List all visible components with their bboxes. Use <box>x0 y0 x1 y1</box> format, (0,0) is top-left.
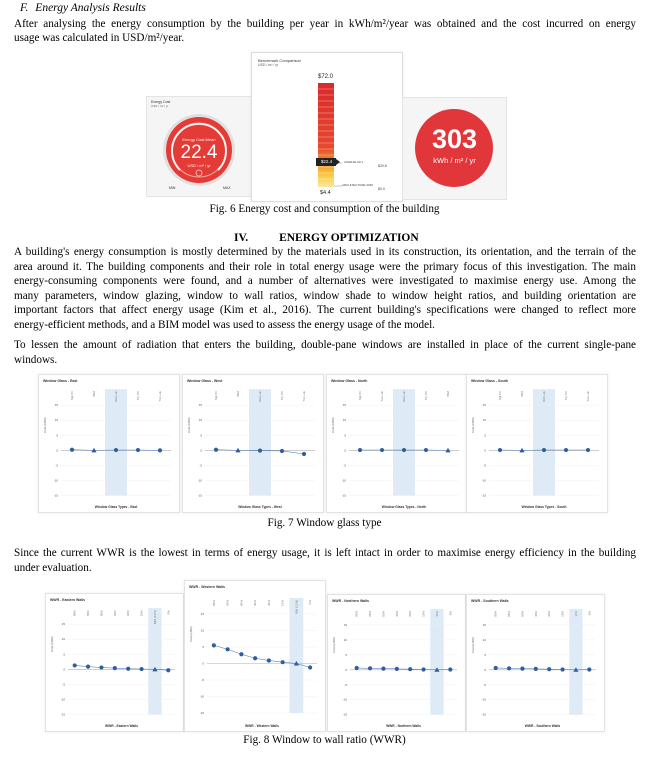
chart-ytick-label: -10 <box>481 478 486 483</box>
consumption-value: 303 <box>431 124 478 154</box>
chart-ytick-label: -5 <box>344 682 347 687</box>
chart-ytick-label: 15 <box>200 612 204 616</box>
chart-point <box>586 448 590 452</box>
section-f-letter: F. <box>20 2 29 14</box>
chart-category-label: 30% <box>408 610 413 617</box>
chart-ytick-label: -15 <box>197 493 202 498</box>
chart-category-label: 30% <box>547 610 552 617</box>
paragraph-line: Since the current WWR is the lowest in terms of energy usage, it is left intact in order to maximise energy efficiency in the building <box>14 547 636 559</box>
chart-point <box>166 668 170 672</box>
chart-point <box>267 658 271 662</box>
chart-category-label: Sgl Clr <box>214 391 218 401</box>
paragraph-line: windows. <box>14 353 58 366</box>
chart-ytick-label: 10 <box>482 637 486 642</box>
energy-cost-max-label: MAX <box>223 186 231 190</box>
chart-xlabel: Window Glass Types - East <box>94 505 138 509</box>
chart-category-label: Trp Clr <box>280 391 284 401</box>
chart-category-label: 15% <box>280 600 285 607</box>
chart-point <box>99 665 103 669</box>
section-f-para-line2: usage was calculated in USD/m²/year. <box>14 32 185 44</box>
chart-ytick-label: 15 <box>482 403 486 408</box>
chart-ytick-label: 10 <box>200 628 204 633</box>
chart-category-label: BIM <box>92 391 96 397</box>
chart-category-label: 40% <box>533 610 538 617</box>
chart-ytick-label: 0 <box>63 667 65 672</box>
chart-point <box>308 665 312 669</box>
chart-point <box>381 667 385 671</box>
chart-ytick-label: -15 <box>199 711 204 715</box>
chart-ylabel: Cost (USD) <box>331 417 335 433</box>
chart-ytick-label: 15 <box>54 403 58 408</box>
chart-category-label: 95% <box>354 610 359 617</box>
chart-category-label: 0% <box>448 610 453 616</box>
chart-highlight-band <box>290 598 304 713</box>
chart-ytick-label: 5 <box>56 433 58 438</box>
consumption-unit: kWh / m² / yr <box>433 156 476 165</box>
chart-title: WWR - Western Walls <box>189 585 225 589</box>
chart-ytick-label: 15 <box>198 403 202 408</box>
chart-point <box>424 448 428 452</box>
chart-ytick-label: 10 <box>482 418 486 423</box>
chart-ytick-label: -5 <box>55 463 58 468</box>
section-iv-heading <box>234 232 419 244</box>
chart-category-label: 11% <box>434 610 439 617</box>
chart-ytick-label: 10 <box>61 637 65 642</box>
chart-panel <box>184 580 326 732</box>
chart-point <box>448 667 452 671</box>
chart-point <box>253 656 257 660</box>
chart-ytick-label: 0 <box>344 448 346 453</box>
chart-category-label: Sgl Clr <box>358 391 362 401</box>
chart-point <box>542 448 546 452</box>
chart-ytick-label: -15 <box>341 493 346 498</box>
chart-title: Window Glass - West <box>187 379 223 383</box>
chart-ytick-label: -15 <box>60 712 65 717</box>
benchmark-title: Benchmark Comparison <box>258 58 301 63</box>
chart-ytick-label: 10 <box>54 418 58 423</box>
paragraph-line: area around it. The building components and their role in total energy usage were the primary focus of this investigation. The main <box>14 260 636 273</box>
chart-category-label: 65% <box>86 610 91 617</box>
chart-ytick-label: 5 <box>63 652 65 657</box>
chart-category-label: 15% <box>421 610 426 617</box>
chart-category-label: 95% <box>211 600 216 607</box>
chart-category-label: 65% <box>368 610 373 617</box>
chart-category-label: 15% <box>560 610 565 617</box>
chart-ytick-label: -10 <box>481 697 486 702</box>
chart-category-label: BIM (12%) <box>294 600 299 615</box>
benchmark-ashrae-value: $20.8 <box>378 164 387 168</box>
chart-current-point <box>235 448 240 453</box>
chart-point <box>214 448 218 452</box>
benchmark-top-value: $72.0 <box>318 74 334 80</box>
section-f-heading <box>20 2 146 14</box>
chart-xlabel: Window Glass Types - South <box>521 505 567 509</box>
chart-category-label: BIM <box>236 391 240 397</box>
chart-ytick-label: 0 <box>484 448 486 453</box>
chart-category-label: Dbl LoE <box>542 391 546 402</box>
section-f-title: Energy Analysis Results <box>35 2 146 14</box>
chart-category-label: BIM (13%) <box>152 610 157 625</box>
section-f-para-line1: After analysing the energy consumption by the building per year in kWh/m²/year was obtained and the cost incurred on energy <box>14 18 636 30</box>
chart-ytick-label: -5 <box>199 463 202 468</box>
chart-point <box>113 666 117 670</box>
chart-ytick-label: 10 <box>198 418 202 423</box>
energy-cost-unit: USD / m² / yr <box>187 163 211 168</box>
section-iv-number: IV. <box>234 232 249 244</box>
chart-ytick-label: 5 <box>202 645 204 649</box>
chart-ytick-label: 0 <box>56 448 58 453</box>
chart-point <box>139 667 143 671</box>
chart-category-label: 50% <box>381 610 386 617</box>
chart-point <box>494 666 498 670</box>
chart-panel <box>45 593 184 732</box>
chart-xlabel: WWR - Eastern Walls <box>104 724 139 728</box>
chart-point <box>126 667 130 671</box>
chart-svg <box>327 375 467 512</box>
chart-point <box>402 448 406 452</box>
chart-ylabel: Cost (USD) <box>332 637 336 653</box>
chart-category-label: 11% <box>573 610 578 617</box>
benchmark-ashrae-label: ASHRAE 90.1 <box>344 160 364 164</box>
chart-category-label: BIM <box>446 391 450 397</box>
chart-svg <box>39 375 179 512</box>
chart-category-label: 65% <box>225 600 230 607</box>
chart-category-label: 0% <box>166 610 171 615</box>
chart-category-label: Trp Clr <box>564 391 568 401</box>
benchmark-marker-value: $22.4 <box>320 159 333 164</box>
chart-category-label: Trp Clr <box>136 391 140 401</box>
chart-category-label: BIM <box>520 391 524 397</box>
chart-panel <box>326 374 468 513</box>
chart-category-label: 30% <box>266 600 271 607</box>
benchmark-bottom-value: $4.4 <box>320 190 331 196</box>
chart-point <box>507 666 511 670</box>
chart-category-label: 40% <box>112 610 117 617</box>
chart-point <box>226 647 230 651</box>
chart-title: Window Glass - North <box>331 379 368 383</box>
chart-category-label: 15% <box>139 610 144 617</box>
fig7-caption: Fig. 7 Window glass type <box>267 517 382 529</box>
benchmark-arch-value: $0.0 <box>378 187 385 191</box>
energy-cost-inner-label: Energy Cost Mean <box>182 137 216 142</box>
chart-ytick-label: 0 <box>202 661 204 666</box>
chart-point <box>421 667 425 671</box>
chart-point <box>281 660 285 664</box>
fig8-caption: Fig. 8 Window to wall ratio (WWR) <box>243 734 406 746</box>
chart-category-label: 0% <box>587 610 592 616</box>
chart-svg <box>467 595 604 731</box>
chart-ytick-label: -10 <box>199 694 204 699</box>
chart-category-label: 50% <box>239 600 244 607</box>
chart-point <box>136 448 140 452</box>
chart-point <box>355 666 359 670</box>
chart-title: WWR - Eastern Walls <box>50 598 86 602</box>
chart-ytick-label: -5 <box>62 682 65 687</box>
chart-ytick-label: -15 <box>342 712 347 717</box>
chart-category-label: Dbl LoE <box>258 391 262 402</box>
chart-point <box>560 667 564 671</box>
chart-ytick-label: 15 <box>343 622 347 627</box>
energy-cost-panel <box>146 96 252 197</box>
chart-xlabel: Window Glass Types - North <box>381 505 427 509</box>
chart-ytick-label: -5 <box>483 463 486 468</box>
paragraph-line: A building's energy consumption is mostly determined by the materials used in its construction, its orientation, and the terrain of the <box>14 246 636 258</box>
paragraph-line: important factors that affect energy usage (Kim et al., 2016). The current building's specifications were changed to reflect more <box>14 304 636 317</box>
paragraph-line: To lessen the amount of radiation that enters the building, double-pane windows are installed in place of the current single-pane <box>14 339 636 351</box>
chart-ytick-label: -10 <box>342 697 347 702</box>
chart-ytick-label: 5 <box>200 433 202 438</box>
paragraph-line: under evaluation. <box>14 561 92 574</box>
paragraph-line: many parameters, window glazing, window to wall ratios, window shade to window height ratios, and building orientation are <box>14 289 636 302</box>
chart-point <box>212 643 216 647</box>
chart-category-label: 40% <box>253 600 258 607</box>
chart-category-label: 65% <box>507 610 512 617</box>
chart-ytick-label: -10 <box>197 478 202 483</box>
chart-ylabel: Cost (USD) <box>471 417 475 433</box>
chart-svg <box>185 581 325 731</box>
chart-point <box>280 449 284 453</box>
chart-svg <box>46 594 183 731</box>
chart-point <box>73 663 77 667</box>
chart-ytick-label: 15 <box>342 403 346 408</box>
chart-ylabel: Cost (USD) <box>471 637 475 653</box>
chart-category-label: Trp Clr <box>424 391 428 401</box>
chart-point <box>358 448 362 452</box>
chart-ytick-label: 5 <box>484 652 486 657</box>
chart-point <box>302 452 306 456</box>
chart-point <box>547 667 551 671</box>
chart-xlabel: WWR - Northern Walls <box>386 724 421 728</box>
chart-ytick-label: 10 <box>343 637 347 642</box>
chart-point <box>114 448 118 452</box>
chart-point <box>70 448 74 452</box>
paragraph-line: energy-consuming components were found, and a number of alternatives were investigated to maximise energy use. Among the <box>14 275 636 288</box>
chart-category-label: Dbl LoE <box>114 391 118 402</box>
chart-current-point <box>445 448 450 453</box>
chart-category-label: Sgl Clr <box>498 391 502 401</box>
chart-category-label: 0% <box>308 600 313 605</box>
chart-point <box>395 667 399 671</box>
chart-point <box>368 666 372 670</box>
chart-ytick-label: -10 <box>53 478 58 483</box>
chart-xlabel: WWR - Southern Walls <box>524 724 561 728</box>
chart-point <box>158 448 162 452</box>
chart-ytick-label: 5 <box>344 433 346 438</box>
chart-category-label: 40% <box>394 610 399 617</box>
chart-xlabel: Window Glass Types - West <box>238 505 282 509</box>
chart-svg <box>183 375 323 512</box>
chart-point <box>239 652 243 656</box>
chart-ytick-label: -15 <box>53 493 58 498</box>
chart-ytick-label: -5 <box>483 682 486 687</box>
chart-ytick-label: 5 <box>484 433 486 438</box>
energy-cost-title: Energy Cost <box>151 100 171 104</box>
chart-ylabel: Cost (USD) <box>43 417 47 433</box>
chart-category-label: 50% <box>99 610 104 617</box>
chart-point <box>86 665 90 669</box>
chart-ylabel: Cost (USD) <box>189 626 193 642</box>
chart-title: Window Glass - East <box>43 379 78 383</box>
chart-point <box>587 667 591 671</box>
chart-title: WWR - Northern Walls <box>332 599 370 603</box>
chart-point <box>534 667 538 671</box>
chart-ytick-label: -5 <box>201 678 204 682</box>
benchmark-subtitle: USD / m² / yr <box>258 63 279 67</box>
energy-cost-min-label: MIN <box>169 186 176 190</box>
chart-ytick-label: -10 <box>341 478 346 483</box>
chart-svg <box>328 595 465 731</box>
chart-category-label: Dbl LoE <box>402 391 406 402</box>
chart-ytick-label: -10 <box>60 697 65 702</box>
chart-category-label: Trp LoE <box>586 391 590 402</box>
chart-category-label: 30% <box>126 610 131 617</box>
chart-ytick-label: 0 <box>200 448 202 453</box>
chart-ylabel: Cost (USD) <box>187 417 191 433</box>
benchmark-panel <box>251 52 403 202</box>
chart-ytick-label: -15 <box>481 493 486 498</box>
chart-svg <box>467 375 607 512</box>
energy-cost-subtitle: USD / m² / yr <box>151 104 169 108</box>
fig6-caption: Fig. 6 Energy cost and consumption of the building <box>209 203 440 215</box>
chart-ylabel: Cost (USD) <box>50 636 54 652</box>
chart-ytick-label: -15 <box>481 712 486 717</box>
chart-category-label: 95% <box>72 610 77 617</box>
chart-category-label: Trp LoE <box>380 391 384 402</box>
chart-ytick-label: 0 <box>484 667 486 672</box>
chart-title: Window Glass - South <box>471 379 508 383</box>
chart-point <box>380 448 384 452</box>
chart-current-point <box>519 448 524 453</box>
chart-panel <box>38 374 180 513</box>
chart-ytick-label: 15 <box>482 622 486 627</box>
benchmark-bar <box>252 53 402 201</box>
chart-panel <box>327 594 466 732</box>
chart-panel <box>466 594 605 732</box>
chart-current-point <box>91 448 96 453</box>
chart-point <box>520 667 524 671</box>
benchmark-arch-label: ARCHITECTURE 2030 <box>342 183 374 187</box>
chart-xlabel: WWR - Western Walls <box>245 724 279 728</box>
chart-ytick-label: 10 <box>342 418 346 423</box>
chart-point <box>258 449 262 453</box>
chart-panel <box>182 374 324 513</box>
consumption-panel <box>402 97 507 200</box>
chart-point <box>564 448 568 452</box>
chart-point <box>498 448 502 452</box>
energy-cost-value: 22.4 <box>180 142 218 163</box>
chart-point <box>408 667 412 671</box>
paragraph-line: energy-efficient methods, and a BIM model was used to assess the energy usage of the model. <box>14 319 435 331</box>
section-iv-title: ENERGY OPTIMIZATION <box>279 232 419 244</box>
chart-ytick-label: 5 <box>345 652 347 657</box>
chart-category-label: Trp LoE <box>158 391 162 402</box>
chart-category-label: 95% <box>493 610 498 617</box>
chart-title: WWR - Southern Walls <box>471 599 509 603</box>
chart-category-label: Sgl Clr <box>70 391 74 401</box>
chart-ytick-label: -5 <box>343 463 346 468</box>
chart-panel <box>466 374 608 513</box>
chart-category-label: Trp LoE <box>302 391 306 402</box>
chart-ytick-label: 0 <box>345 667 347 672</box>
chart-ytick-label: 15 <box>61 622 65 627</box>
chart-category-label: 50% <box>520 610 525 617</box>
